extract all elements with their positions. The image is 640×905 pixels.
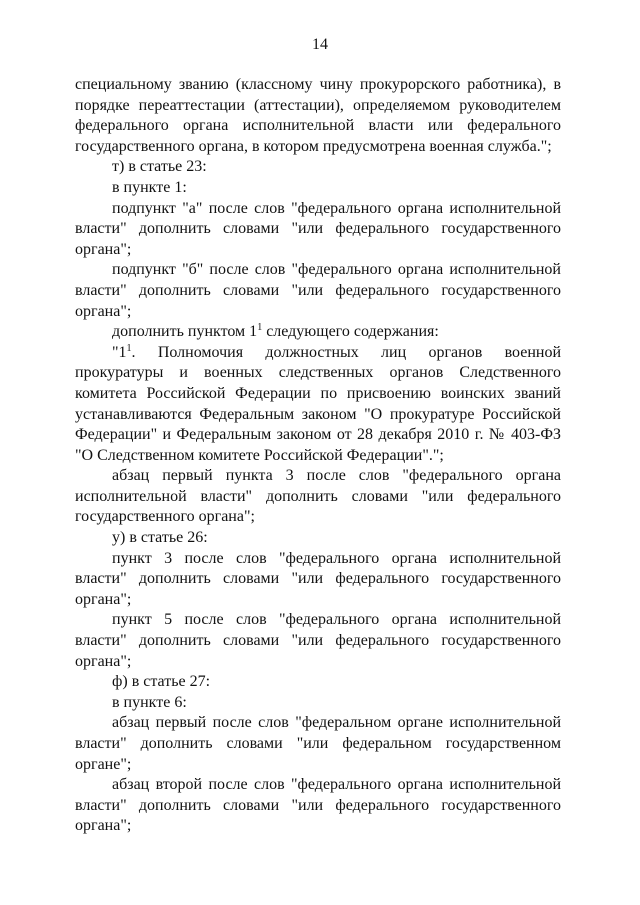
- paragraph-add-point: [75, 322, 561, 343]
- new-point-number: "1: [112, 343, 127, 361]
- paragraph-u-point-5: пункт 5 после слов "федерального органа исполнительной власти" дополнить словами "или федерального государственного органа";: [75, 611, 561, 670]
- paragraph-subpoint-b: подпункт "б" после слов "федерального органа исполнительной власти" дополнить словами "или федерального государственного органа";: [75, 261, 561, 320]
- paragraph-item-t: т) в статье 23:: [112, 158, 207, 176]
- paragraph-continuation: специальному званию (классному чину прокурорского работника), в порядке переаттестации (аттестации), определяемом руководителем федерального органа исполнительной власти или федерального государственного органа, в котором предусмотрена военная служба.";: [75, 76, 561, 155]
- paragraph-point-1: в пункте 1:: [112, 178, 187, 196]
- add-point-text: дополнить пунктом 1: [112, 323, 258, 341]
- new-point-content: . Полномочия должностных лиц органов военной прокуратуры и военных следственных органов Следственного комитета Российской Федерации по присвоению воинских званий устанавливаются Федеральным законом "О прокуратуре Российской Федерации" и Федеральным законом от 28 декабря 2010 г. № 403-ФЗ "О Следственном комитете Российской Федерации".";: [75, 343, 561, 464]
- paragraph-f-first-abzac: абзац первый после слов "федеральном органе исполнительной власти" дополнить словами "или федеральном государственном органе";: [75, 714, 561, 773]
- paragraph-point-3: абзац первый пункта 3 после слов "федерального органа исполнительной власти" дополнить словами "или федерального государственного органа";: [75, 467, 561, 526]
- add-point-superscript: 1: [257, 322, 263, 334]
- paragraph-f-second-abzac: абзац второй после слов "федерального органа исполнительной власти" дополнить словами "или федерального государственного органа";: [75, 776, 561, 835]
- new-point-superscript: 1: [126, 342, 132, 354]
- paragraph-item-f: ф) в статье 27:: [112, 673, 211, 691]
- document-body: [75, 75, 561, 837]
- paragraph-f-point-6: в пункте 6:: [112, 693, 187, 711]
- add-point-text-end: следующего содержания:: [262, 323, 439, 341]
- paragraph-new-point-text: [75, 343, 561, 467]
- paragraph-u-point-3: пункт 3 после слов "федерального органа исполнительной власти" дополнить словами "или федерального государственного органа";: [75, 549, 561, 608]
- paragraph-subpoint-a: подпункт "а" после слов "федерального органа исполнительной власти" дополнить словами "или федерального государственного органа";: [75, 199, 561, 258]
- paragraph-item-u: у) в статье 26:: [112, 529, 208, 547]
- page-number: 14: [312, 36, 328, 53]
